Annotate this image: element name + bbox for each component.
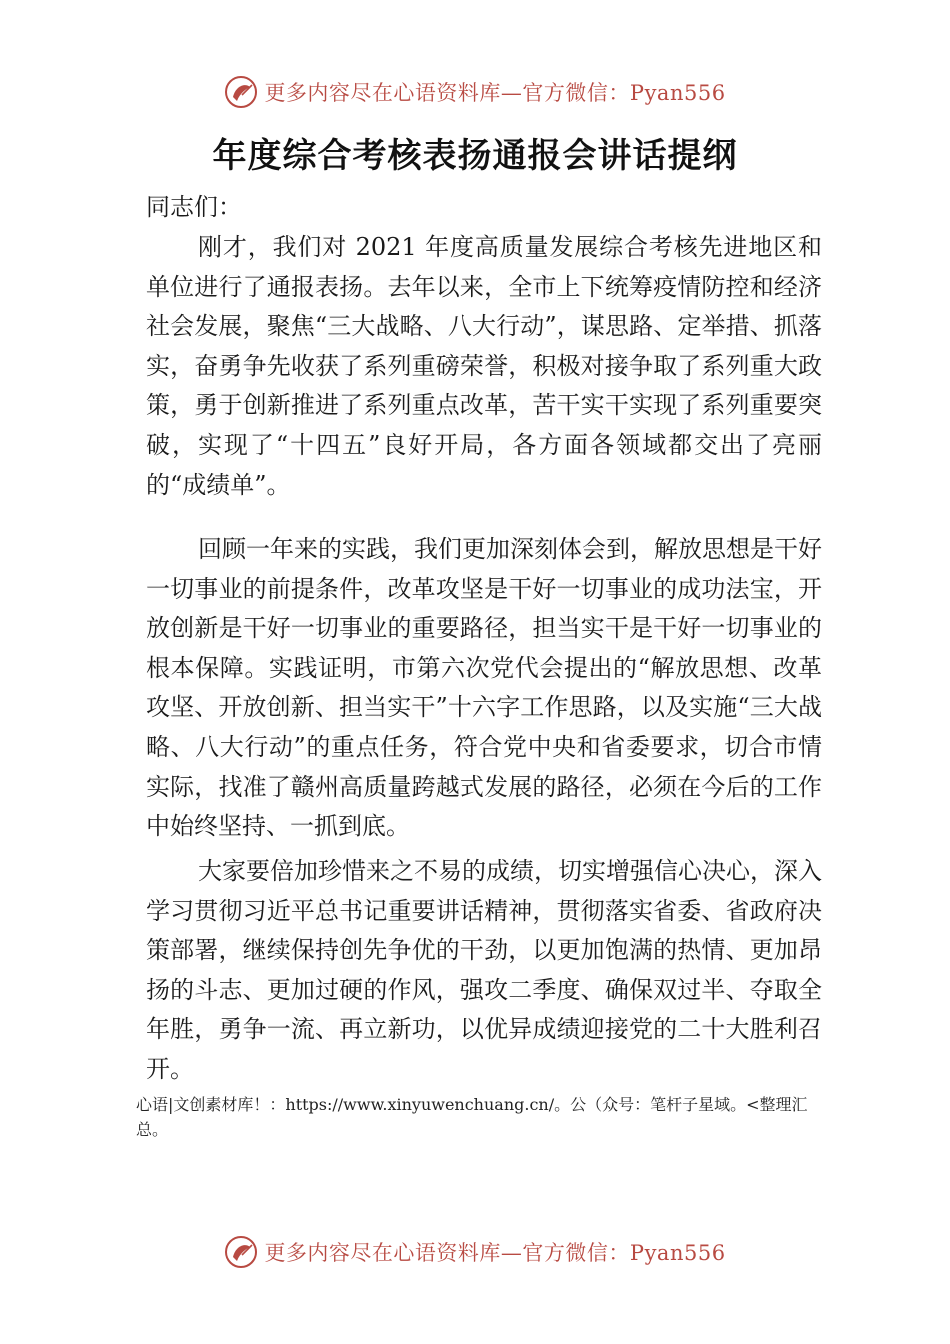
paragraph-3: 大家要倍加珍惜来之不易的成绩，切实增强信心决心，深入学习贯彻习近平总书记重要讲话精神，贯彻落实省委、省政府决策部署，继续保持创先争优的干劲，以更加饱满的热情、更加昂扬的斗志、更加过硬的作风，强攻二季度、确保双过半、夺取全年胜，勇争一流、再立新功，以优异成绩迎接党的二十大胜利召开。: [146, 857, 822, 1083]
header-watermark-banner: [0, 72, 950, 112]
source-footnote: 心语|文创素材库！：https://www.xinyuwenchuang.cn/。公（众号：笔杆子星域。<整理汇总。: [136, 1095, 808, 1139]
banner-text: 更多内容尽在心语资料库—官方微信：Pyan556: [264, 81, 726, 105]
logo-icon: [224, 75, 258, 109]
footer-watermark-banner: [0, 1232, 950, 1272]
greeting: 同志们：: [146, 193, 242, 221]
paragraph-2: 回顾一年来的实践，我们更加深刻体会到，解放思想是干好一切事业的前提条件，改革攻坚是干好一切事业的成功法宝，开放创新是干好一切事业的重要路径，担当实干是干好一切事业的根本保障。实践证明，市第六次党代会提出的“解放思想、改革攻坚、开放创新、担当实干”十六字工作思路，以及实施“三大战略、八大行动”的重点任务，符合党中央和省委要求，切合市情实际，找准了赣州高质量跨越式发展的路径，必须在今后的工作中始终坚持、一抓到底。: [146, 535, 822, 841]
logo-icon: [224, 1235, 258, 1269]
banner-text: 更多内容尽在心语资料库—官方微信：Pyan556: [264, 1241, 726, 1265]
paragraph-1: 刚才，我们对 2021 年度高质量发展综合考核先进地区和单位进行了通报表扬。去年以来，全市上下统筹疫情防控和经济社会发展，聚焦“三大战略、八大行动”，谋思路、定举措、抓落实，奋勇争先收获了系列重磅荣誉，积极对接争取了系列重大政策，勇于创新推进了系列重点改革，苦干实干实现了系列重要突破，实现了“十四五”良好开局，各方面各领域都交出了亮丽的“成绩单”。: [146, 233, 822, 499]
document-title: 年度综合考核表扬通报会讲话提纲: [212, 136, 738, 176]
